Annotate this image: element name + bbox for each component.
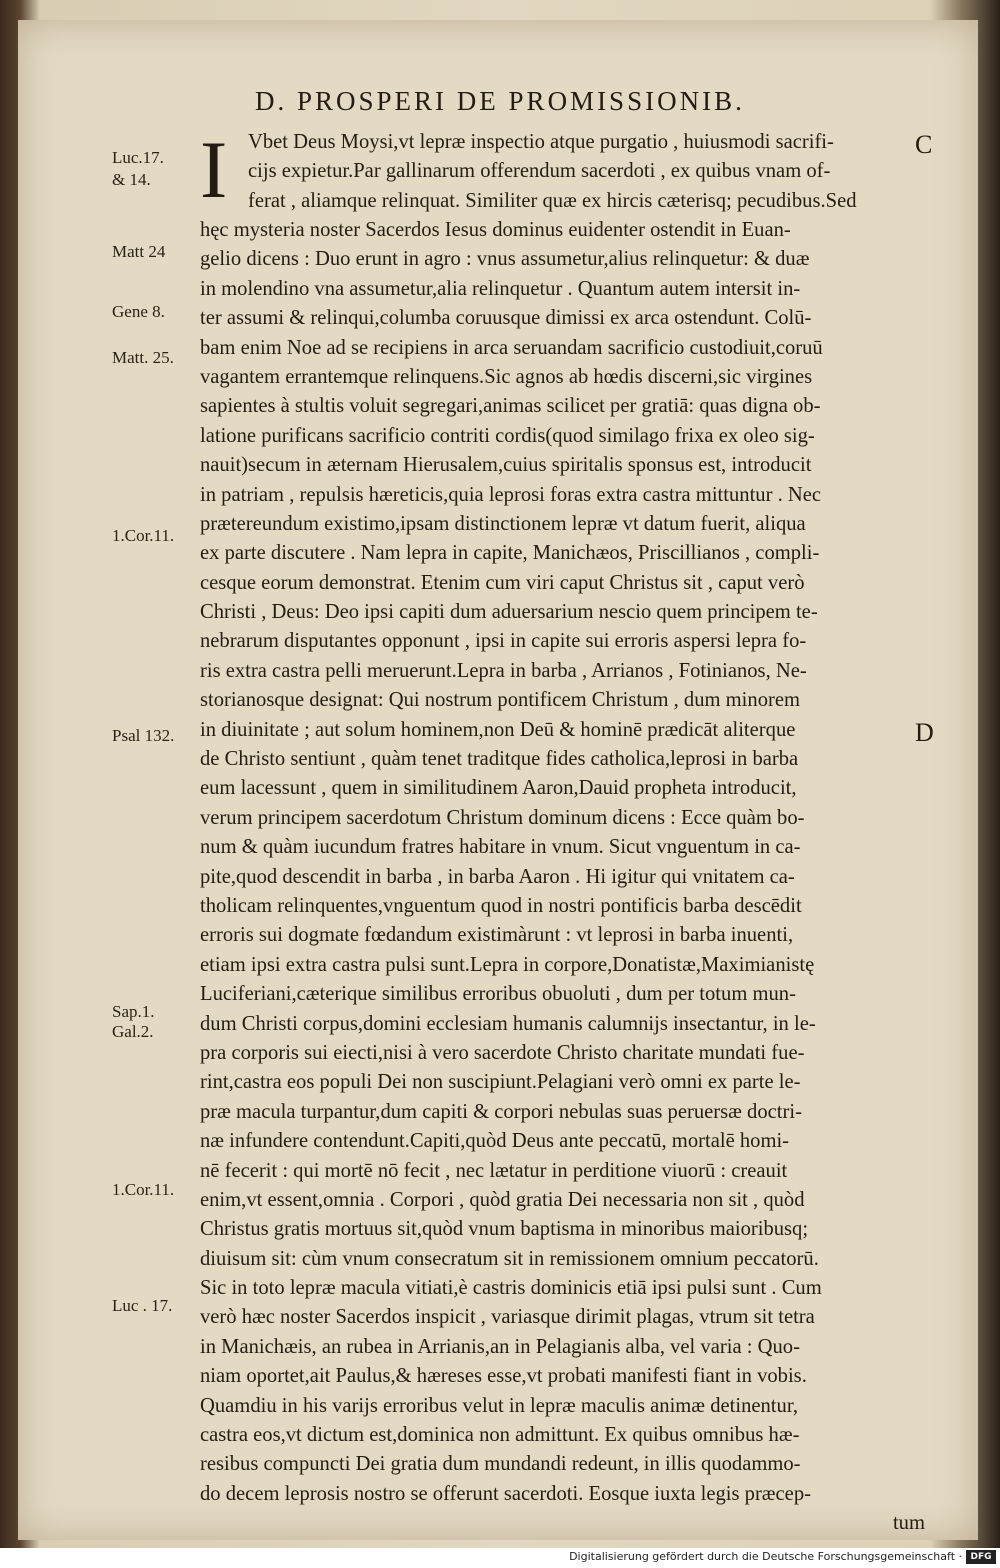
text-line: sapientes à stultis voluit segregari,animas scilicet per gratiā: quas digna ob- — [200, 395, 821, 418]
margin-note: Matt 24 — [112, 242, 166, 261]
catchword: tum — [892, 1512, 925, 1535]
margin-note: Matt. 25. — [112, 348, 174, 367]
margin-note: 1.Cor.11. — [112, 526, 175, 545]
margin-note: Luc . 17. — [112, 1296, 173, 1315]
section-marker-c: C — [915, 130, 933, 159]
text-line: enim,vt essent,omnia . Corpori , quòd gratia Dei necessaria non sit , quòd — [200, 1188, 805, 1211]
text-line: in Manichæis, an rubea in Arrianis,an in Pelagianis alba, vel varia : Quo- — [200, 1335, 800, 1358]
margin-note: Psal 132. — [112, 726, 175, 745]
text-line: Vbet Deus Moysi,vt lepræ inspectio atque purgatio , huiusmodi sacrifi- — [248, 131, 834, 153]
running-header: D. PROSPERI DE PROMISSIONIB. — [255, 86, 745, 116]
text-line: castra eos,vt dictum est,dominica non admittunt. Ex quibus omnibus hæ- — [200, 1424, 800, 1447]
main-text-block — [200, 216, 925, 1539]
text-line: latione purificans sacrificio contriti cordis(quod similago frixa ex oleo sig- — [200, 424, 815, 447]
text-line: Christi , Deus: Deo ipsi capiti dum aduersarium nescio quem principem te- — [200, 601, 818, 624]
text-line: nebrarum disputantes opponunt , ipsi in capite sui erroris aspersi lepra fo- — [200, 630, 807, 653]
text-line: storianosque designat: Qui nostrum pontificem Christum , dum minorem — [200, 689, 801, 712]
drop-cap-initial: I — [200, 124, 228, 215]
text-line: num & quàm iucundum fratres habitare in vnum. Sicut vnguentum in ca- — [200, 836, 801, 859]
text-line: tholicam relinquentes,vnguentum quod in nostri pontificis barba descēdit — [200, 894, 802, 917]
text-line: hęc mysteria noster Sacerdos Iesus dominus euidenter ostendit in Euan- — [200, 219, 791, 241]
text-line: rint,castra eos populi Dei non suscipiunt.Pelagiani verò omni ex parte le- — [200, 1071, 801, 1094]
text-line: pite,quod descendit in barba , in barba Aaron . Hi igitur qui vnitatem ca- — [200, 865, 795, 888]
text-line: in patriam , repulsis hæreticis,quia leprosi foras extra castra mittuntur . Nec — [200, 483, 822, 506]
text-line: nauit)secum in æternam Hierusalem,cuius spiritalis sponsus est, introducit — [200, 454, 812, 477]
text-line: diuisum sit: cùm vnum consecratum sit in remissionem omnium peccatorū. — [200, 1247, 819, 1270]
margin-note: Gal.2. — [112, 1022, 154, 1041]
text-line: cesque eorum demonstrat. Etenim cum viri caput Christus sit , caput verò — [200, 571, 805, 594]
dfg-logo: DFG — [966, 1550, 996, 1564]
text-line: nē fecerit : qui mortē nō fecit , nec lætatur in perditione viuorū : creauit — [200, 1159, 788, 1182]
text-line: do decem leprosis nostro se offerunt sacerdoti. Eosque iuxta legis præcep- — [200, 1482, 811, 1505]
digitization-credit: Digitalisierung gefördert durch die Deutsche Forschungsgemeinschaft · — [569, 1550, 962, 1563]
text-line: etiam ipsi extra castra pulsi sunt.Lepra in corpore,Donatistæ,Maximianistę — [200, 953, 815, 976]
text-line: Sic in toto lepræ macula vitiati,è castris dominicis etiā ipsi pulsi sunt . Cum — [200, 1277, 822, 1300]
margin-note: Gene 8. — [112, 302, 165, 321]
section-marker-d: D — [915, 718, 934, 747]
text-line: pra corporis sui eiecti,nisi à vero sacerdote Christo charitate mundati fue- — [200, 1041, 805, 1064]
margin-note: & 14. — [112, 170, 151, 189]
text-line: prætereundum existimo,ipsam distinctionem lepræ vt datum fuerit, aliqua — [200, 512, 806, 535]
text-line: ter assumi & relinqui,columba coruusque dimissi ex arca ostendunt. Colū- — [200, 307, 812, 330]
text-line: niam oportet,ait Paulus,& hæreses esse,vt probati manifesti fiant in vobis. — [200, 1365, 807, 1388]
text-line: de Christo sentiunt , quàm tenet traditque fides catholica,leprosi in barba — [200, 748, 799, 771]
text-line: næ infundere contendunt.Capiti,quòd Deus ante peccatū, mortalē homi- — [200, 1130, 790, 1153]
text-line: gelio dicens : Duo erunt in agro : vnus assumetur,alius relinquetur: & duæ — [200, 248, 810, 271]
text-line: bam enim Noe ad se recipiens in arca seruandam sacrificio custodiuit,coruū — [200, 336, 823, 359]
text-line: cijs expietur.Par gallinarum offerendum sacerdoti , ex quibus vnam of- — [248, 160, 831, 183]
text-line: ex parte discutere . Nam lepra in capite, Manichæos, Priscillianos , compli- — [200, 542, 820, 565]
text-line: præ macula turpantur,dum capiti & corpori nebulas suas peruersæ doctri- — [200, 1100, 802, 1123]
text-line: in molendino vna assumetur,alia relinquetur . Quantum autem intersit in- — [200, 277, 801, 300]
text-line: dum Christi corpus,domini ecclesiam humanis calumnijs insectantur, in le- — [200, 1012, 816, 1035]
opening-lines — [248, 128, 928, 216]
margin-note: Sap.1. — [112, 1002, 155, 1021]
text-line: ris extra castra pelli meruerunt.Lepra in barba , Arrianos , Fotinianos, Ne- — [200, 659, 807, 682]
text-line: vagantem errantemque relinquens.Sic agnos ab hœdis discerni,sic virgines — [200, 365, 813, 388]
margin-note: Luc.17. — [112, 148, 164, 167]
margin-note: 1.Cor.11. — [112, 1180, 175, 1199]
text-line: verum principem sacerdotum Christum dominum dicens : Ecce quàm bo- — [200, 806, 805, 829]
text-line: ferat , aliamque relinquat. Similiter quæ ex hircis cæterisq; pecudibus.Sed — [248, 189, 857, 212]
text-line: eum lacessunt , quem in similitudinem Aaron,Dauid propheta introducit, — [200, 777, 797, 800]
text-line: Quamdiu in his varijs erroribus velut in lepræ maculis animæ detinentur, — [200, 1394, 799, 1417]
text-line: erroris sui dogmate fœdandum existimàrunt : vt leprosi in barba inuenti, — [200, 924, 794, 947]
text-line: in diuinitate ; aut solum hominem,non Deū & hominē prædicāt aliterque — [200, 718, 796, 741]
text-line: Christus gratis mortuus sit,quòd vnum baptisma in minoribus maioribusq; — [200, 1218, 809, 1241]
text-line: resibus compuncti Dei gratia dum mundandi redeunt, in illis quodammo- — [200, 1453, 801, 1476]
text-line: Luciferiani,cæterique similibus erroribus obuoluti , dum per totum mun- — [200, 983, 796, 1006]
text-line: verò hæc noster Sacerdos inspicit , variasque dirimit plagas, vtrum sit tetra — [200, 1306, 815, 1329]
